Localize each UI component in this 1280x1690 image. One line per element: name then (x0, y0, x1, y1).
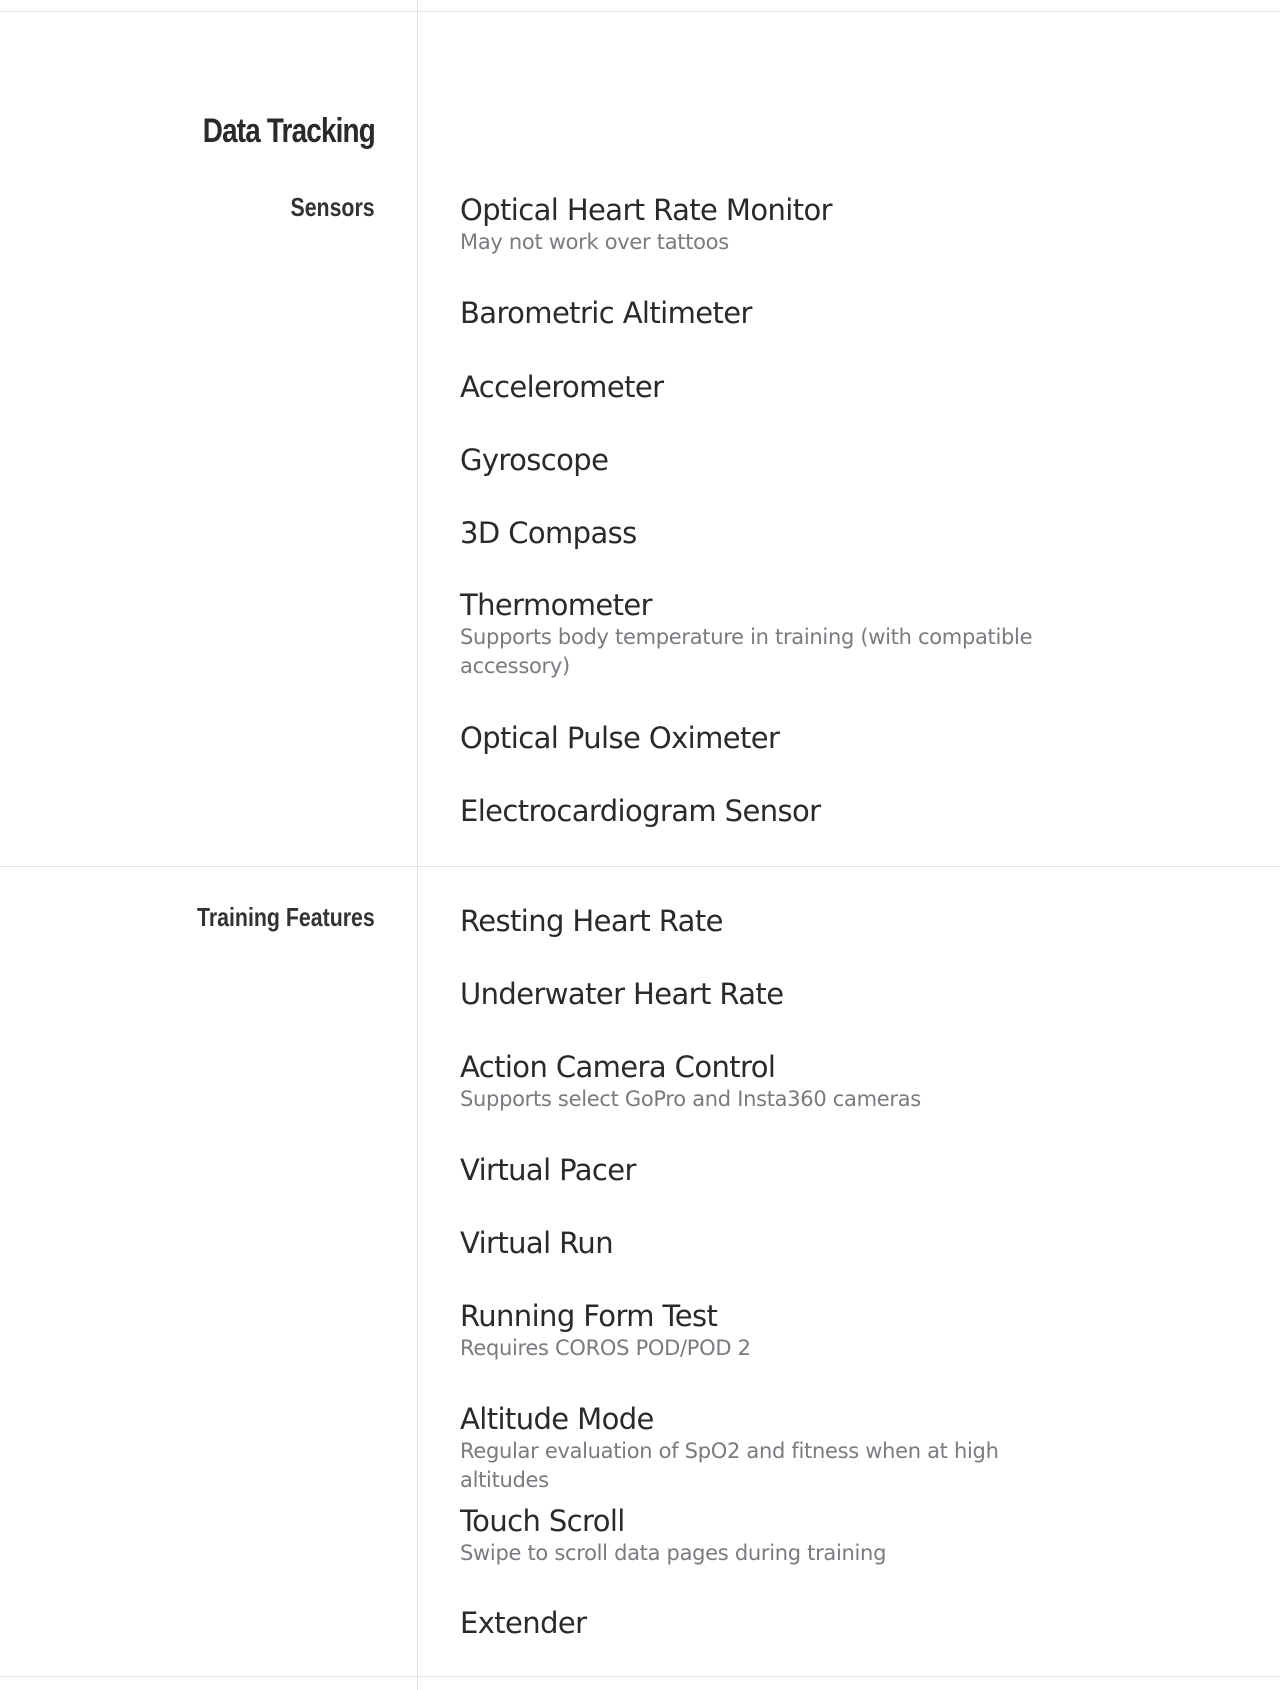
spec-item (460, 515, 1080, 551)
spec-item (460, 720, 1080, 756)
spec-item (460, 442, 1080, 478)
spec-item-name: Resting Heart Rate (460, 904, 723, 938)
spec-item-name: Thermometer (460, 588, 652, 622)
spec-item-name: Accelerometer (460, 370, 664, 404)
spec-item-name: Running Form Test (460, 1299, 718, 1333)
spec-item-note: Supports select GoPro and Insta360 cameras (460, 1087, 921, 1111)
spec-item-note: May not work over tattoos (460, 230, 729, 254)
spec-item-note: Regular evaluation of SpO2 and fitness when at high altitudes (460, 1439, 999, 1492)
group-label-sensors: Sensors (290, 192, 375, 222)
spec-item (460, 903, 1080, 939)
group-divider (0, 866, 1280, 867)
section-title: Data Tracking (202, 112, 375, 150)
spec-item-name: Touch Scroll (460, 1504, 625, 1538)
spec-item-note: Requires COROS POD/POD 2 (460, 1336, 751, 1360)
spec-item (460, 1503, 1080, 1568)
spec-item-name: Virtual Run (460, 1226, 613, 1260)
top-divider (0, 11, 1280, 12)
spec-item-name: Electrocardiogram Sensor (460, 794, 821, 828)
spec-item (460, 1298, 1080, 1363)
group-label-training-features: Training Features (197, 902, 375, 932)
bottom-divider (0, 1676, 1280, 1677)
spec-item-name: Optical Pulse Oximeter (460, 721, 780, 755)
spec-item-name: Optical Heart Rate Monitor (460, 193, 832, 227)
spec-item (460, 587, 1080, 681)
spec-item (460, 1049, 1080, 1114)
spec-item-name: Gyroscope (460, 443, 609, 477)
spec-item (460, 793, 1080, 829)
column-divider (417, 0, 418, 1690)
spec-item-name: 3D Compass (460, 516, 637, 550)
spec-item-note: Supports body temperature in training (with compatible accessory) (460, 625, 1033, 678)
spec-item (460, 1401, 1080, 1495)
spec-item-name: Barometric Altimeter (460, 296, 752, 330)
spec-item-name: Action Camera Control (460, 1050, 776, 1084)
spec-item-name: Altitude Mode (460, 1402, 654, 1436)
spec-item (460, 192, 1080, 257)
spec-item-name: Extender (460, 1606, 587, 1640)
spec-item (460, 976, 1080, 1012)
spec-item-name: Underwater Heart Rate (460, 977, 784, 1011)
spec-item (460, 369, 1080, 405)
spec-item (460, 295, 1080, 331)
spec-item (460, 1152, 1080, 1188)
spec-item (460, 1225, 1080, 1261)
spec-item-name: Virtual Pacer (460, 1153, 636, 1187)
spec-item-note: Swipe to scroll data pages during training (460, 1541, 887, 1565)
spec-item (460, 1605, 1080, 1641)
